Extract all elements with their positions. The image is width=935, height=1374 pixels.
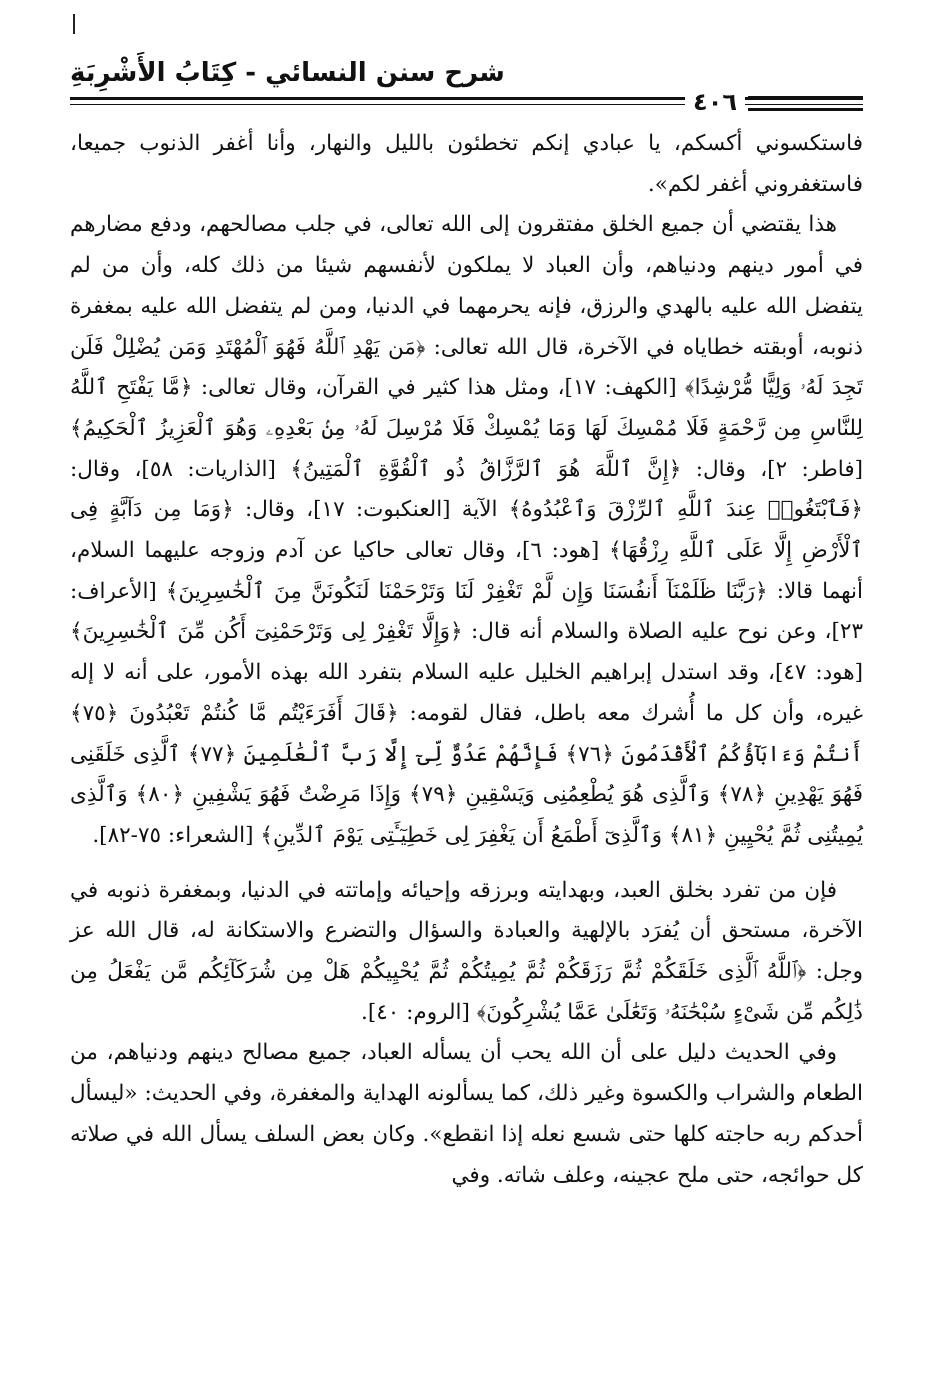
- page-number: ٤٠٦: [685, 88, 745, 116]
- paragraph: فاستكسوني أكسكم، يا عبادي إنكم تخطئون بالليل والنهار، وأنا أغفر الذنوب جميعا، فاستغفروني أغفر لكم».: [70, 131, 863, 197]
- paragraph: هذا يقتضي أن جميع الخلق مفتقرون إلى الله تعالى، في جلب مصالحهم، ودفع مضارهم في أمور دينهم ودنياهم، وأن العباد لا يملكون لأنفسهم شيئا من ذلك كله، وأن من لم يتفضل الله عليه بالهدي والرزق، فإنه يحرمهما في الدنيا، ومن لم يتفضل الله عليه بمغفرة ذنوبه، أوبقته خطاياه في الآخرة، قال الله تعالى: ﴿مَن يَهْدِ ٱللَّهُ فَهُوَ ٱلْمُهْتَدِ وَمَن يُضْلِلْ فَلَن تَجِدَ لَهُۥ وَلِيًّا مُّرْشِدًا﴾ [الكهف: ١٧]، ومثل هذا كثير في القرآن، وقال تعالى: ﴿مَّا يَفْتَحِ ٱللَّهُ لِلنَّاسِ مِن رَّحْمَةٍ فَلَا مُمْسِكَ لَهَا وَمَا يُمْسِكْ فَلَا مُرْسِلَ لَهُۥ مِنۢ بَعْدِهِۦ وَهُوَ ٱلْعَزِيزُ ٱلْحَكِيمُ﴾ [فاطر: ٢]، وقال: ﴿إِنَّ ٱللَّهَ هُوَ ٱلرَّزَّاقُ ذُو ٱلْقُوَّةِ ٱلْمَتِينُ﴾ [الذاريات: ٥٨]، وقال: ﴿فَٱبْتَغُوا۟ عِندَ ٱللَّهِ ٱلرِّزْقَ وَٱعْبُدُوهُ﴾ الآية [العنكبوت: ١٧]، وقال: ﴿وَمَا مِن دَآبَّةٍ فِى ٱلْأَرْضِ إِلَّا عَلَى ٱللَّهِ رِزْقُهَا﴾ [هود: ٦]، وقال تعالى حاكيا عن آدم وزوجه عليهما السلام، أنهما قالا: ﴿رَبَّنَا ظَلَمْنَآ أَنفُسَنَا وَإِن لَّمْ تَغْفِرْ لَنَا وَتَرْحَمْنَا لَنَكُونَنَّ مِنَ ٱلْخَٰسِرِينَ﴾ [الأعراف: ٢٣]، وعن نوح عليه الصلاة والسلام أنه قال: ﴿وَإِلَّا تَغْفِرْ لِى وَتَرْحَمْنِىٓ أَكُن مِّنَ ٱلْخَٰسِرِينَ﴾ [هود: ٤٧]، وقد استدل إبراهيم الخليل عليه السلام بتفرد الله بهذه الأمور، على أنه لا إله غيره، وأن كل ما أُشرك معه باطل، فقال لقومه: ﴿قَالَ أَفَرَءَيْتُم مَّا كُنتُمْ تَعْبُدُونَ ﴿٧٥﴾ أَنتُمْ وَءَابَآؤُكُمُ ٱلْأَقْدَمُونَ ﴿٧٦﴾ فَإِنَّهُمْ عَدُوٌّ لِّىٓ إِلَّا رَبَّ ٱلْعَٰلَمِينَ ﴿٧٧﴾ ٱلَّذِى خَلَقَنِى فَهُوَ يَهْدِينِ ﴿٧٨﴾ وَٱلَّذِى هُوَ يُطْعِمُنِى وَيَسْقِينِ ﴿٧٩﴾ وَإِذَا مَرِضْتُ فَهُوَ يَشْفِينِ ﴿٨٠﴾ وَٱلَّذِى يُمِيتُنِى ثُمَّ يُحْيِينِ ﴿٨١﴾ وَٱلَّذِىٓ أَطْمَعُ أَن يَغْفِرَ لِى خَطِيٓـَٔتِى يَوْمَ ٱلدِّينِ﴾ [الشعراء: ٧٥-٨٢].: [70, 212, 863, 848]
- paragraph: وفي الحديث دليل على أن الله يحب أن يسأله العباد، جميع مصالح دينهم ودنياهم، من الطعام والشراب والكسوة وغير ذلك، كما يسألونه الهداية والمغفرة، وفي الحديث: «ليسأل أحدكم ربه حاجته كلها حتى شسع نعله إذا انقطع». وكان بعض السلف يسأل الله في صلاته كل حوائجه، حتى ملح عجينه، وعلف شاته. وفي: [70, 1040, 863, 1188]
- page-header: [70, 58, 863, 116]
- header-rule-double: [748, 96, 863, 111]
- body-text: [70, 124, 863, 1196]
- paragraph: فإن من تفرد بخلق العبد، وبهدايته وبرزقه وإحيائه وإماتته في الدنيا، وبمغفرة ذنوبه في الآخرة، مستحق أن يُفرَد بالإلهية والعبادة والسؤال والتضرع والاستكانة له، قال الله عز وجل: ﴿ٱللَّهُ ٱلَّذِى خَلَقَكُمْ ثُمَّ رَزَقَكُمْ ثُمَّ يُمِيتُكُمْ ثُمَّ يُحْيِيكُمْ هَلْ مِن شُرَكَآئِكُم مَّن يَفْعَلُ مِن ذَٰلِكُم مِّن شَىْءٍ سُبْحَٰنَهُۥ وَتَعَٰلَىٰ عَمَّا يُشْرِكُونَ﴾ [الروم: ٤٠].: [70, 877, 863, 1025]
- scan-edge-mark: [73, 14, 75, 34]
- running-title: شرح سنن النسائي - كِتَابُ الأَشْرِبَةِ: [70, 58, 505, 88]
